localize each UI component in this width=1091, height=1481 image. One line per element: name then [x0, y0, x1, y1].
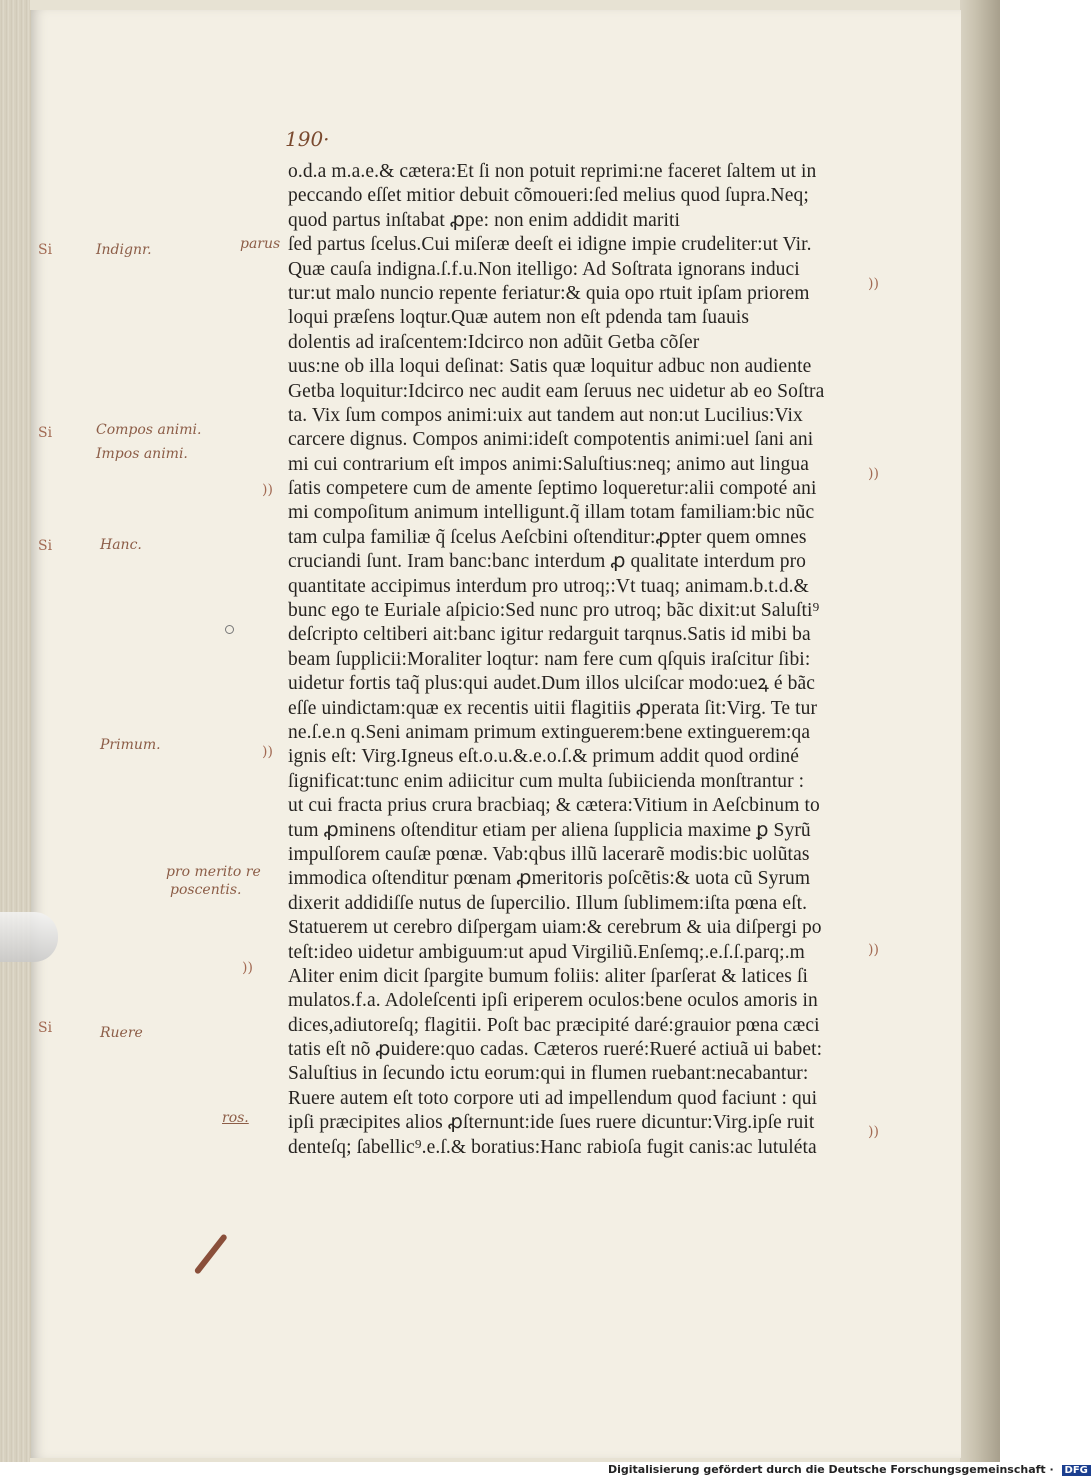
text-line: ta. Vix ſum compos animi:uix aut tandem aut non:ut Lucilius:Vix [288, 404, 803, 426]
digitization-footer [608, 1463, 1091, 1476]
marginal-note-hanc: Hanc. [100, 537, 142, 553]
marginal-note-ros: ros. [222, 1110, 249, 1126]
text-line: teſt:ideo uidetur ambiguum:ut apud Virgiliũ.Enſemq;.e.ſ.ſ.parq;.m [288, 941, 805, 963]
text-line: loqui præſens loqtur.Quæ autem non eſt pdenda tam ſuauis [288, 307, 750, 329]
marginal-note-pro-merito: pro merito re [166, 864, 261, 880]
marginal-note-parus: parus [240, 236, 281, 252]
page-stack-edge-right [960, 0, 1000, 1462]
text-line: immodica oſtenditur pœnam ꝓmeritoris poſcẽtis:& uota cũ Syrum [288, 868, 811, 890]
footer-text: Digitalisierung gefördert durch die Deutsche Forschungsgemeinschaft · [608, 1463, 1054, 1476]
text-line: ſatis competere cum de amente ſeptimo loqueretur:alii compoté ani [288, 478, 817, 500]
text-line: mi compoſitum animum intelligunt.q̃ illam totam familiam:bic nũc [288, 502, 815, 524]
text-line: eſſe uindictam:quæ ex recentis uitii flagitiis ꝓperata ſit:Virg. Te tur [288, 697, 818, 719]
marginal-note-compos: Compos animi. [96, 422, 202, 438]
text-line: tum ꝓminens oſtenditur etiam per aliena ſupplicia maxime ꝑ Syrũ [288, 819, 811, 841]
text-line: mi cui contrarium eſt impos animi:Saluſtius:neq; animo aut lingua [288, 453, 810, 475]
text-line: carcere dignus. Compos animi:ideſt compotentis animi:uel ſani ani [288, 429, 814, 451]
text-line: denteſq; ſabellic⁹.e.ſ.& boratius:Hanc rabioſa fugit canis:ac lutuléta [288, 1136, 817, 1158]
text-line: Aliter enim dicit ſpargite bumum foliis: aliter ſparſerat & latices ſi [288, 965, 808, 987]
text-line: peccando eſſet mitior debuit cõmoueri:ſed melius quod ſupra.Neq; [288, 185, 809, 207]
main-text-block [288, 160, 863, 1160]
text-line: ignis eſt: Virg.Igneus eſt.o.u.&.e.o.ſ.& primum addit quod ordiné [288, 746, 800, 768]
marginal-mark-paren: )) [262, 744, 273, 760]
folio-number: 190· [285, 127, 330, 151]
marginal-mark-si: Si [38, 425, 53, 441]
text-line: ſed partus ſcelus.Cui miſeræ deeſt ei idigne impie crudeliter:ut Vir. [288, 234, 812, 256]
text-line: beam ſupplicii:Moraliter loqtur: nam fere cum qſquis iraſcitur ſibi: [288, 648, 811, 670]
marginal-note-indigne: Indignr. [96, 242, 152, 258]
paper-spot [225, 625, 234, 634]
text-line: ut cui fracta prius crura bracbiaq; & cætera:Vitium in Aeſcbinum to [288, 795, 820, 817]
text-line: ipſi præcipites alios ꝓſternunt:ide ſues ruere dicuntur:Virg.ipſe ruit [288, 1112, 815, 1134]
marginal-mark-si: Si [38, 1020, 53, 1036]
text-line: Quæ cauſa indigna.ſ.f.u.Non itelligo: Ad Soſtrata ignorans induci [288, 258, 800, 280]
text-line: tatis eſt nõ ꝓuidere:quo cadas. Cæteros rueré:Rueré actiuã ui babet: [288, 1039, 823, 1061]
text-line: o.d.a m.a.e.& cætera:Et ſi non potuit reprimi:ne faceret ſaltem ut in [288, 161, 817, 182]
text-line: impulſorem cauſæ pœnæ. Vab:qbus illũ lacerarẽ modis:bic uolũtas [288, 843, 810, 865]
text-line: bunc ego te Euriale aſpicio:Sed nunc pro utroq; bãc dixit:ut Saluſti⁹ [288, 600, 820, 622]
text-line: cruciandi ſunt. Iram banc:banc interdum ꝓ qualitate interdum pro [288, 551, 807, 573]
marginal-mark-paren: )) [262, 482, 273, 498]
page-stack-edge-left [0, 0, 30, 1462]
marginal-note-poscentis: poscentis. [170, 882, 242, 898]
marginal-note-impos: Impos animi. [96, 446, 188, 462]
text-line: tam culpa familiæ q̃ ſcelus Aeſcbini oſtenditur:ꝓpter quem omnes [288, 526, 807, 548]
text-line: ſignificat:tunc enim adiicitur cum multa ſubiicienda monſtrantur : [288, 770, 805, 792]
text-line: mulatos.f.a. Adoleſcenti ipſi eriperem oculos:bene oculos amoris in [288, 990, 818, 1012]
marginal-mark-si: Si [38, 538, 53, 554]
marginal-mark-paren: )) [868, 466, 879, 482]
marginal-mark-paren: )) [868, 1124, 879, 1140]
marginal-mark-paren: )) [868, 942, 879, 958]
text-line: uus:ne ob illa loqui deſinat: Satis quæ loquitur adbuc non audiente [288, 356, 812, 378]
marginal-mark-paren: )) [868, 276, 879, 292]
marginal-mark-paren: )) [242, 960, 253, 976]
dfg-logo: DFG [1062, 1465, 1091, 1476]
marginal-note-primum: Primum. [100, 737, 161, 753]
marginal-mark-si: Si [38, 242, 53, 258]
text-line: Getba loquitur:Idcirco nec audit eam ſeruus nec uidetur ab eo Soſtra [288, 380, 825, 402]
text-line: dices,adiutoreſq; flagitii. Poſt bac præcipité daré:grauior pœna cæci [288, 1014, 820, 1036]
text-line: deſcripto celtiberi ait:banc igitur redarguit tarqnus.Satis id mibi ba [288, 624, 811, 646]
text-line: quantitate accipimus interdum pro utroq;:Vt tuaq; animam.b.t.d.& [288, 575, 809, 597]
text-line: tur:ut malo nuncio repente feriatur:& quia opo rtuit ipſam priorem [288, 282, 810, 304]
text-line: Saluſtius in ſecundo ictu eorum:qui in flumen ruebant:necabantur: [288, 1063, 809, 1085]
text-line: Ruere autem eſt toto corpore uti ad impellendum quod faciunt : qui [288, 1087, 818, 1109]
text-line: quod partus inſtabat ꝓpe: non enim addidit mariti [288, 209, 681, 231]
text-line: dixerit addidiſſe nutus de ſupercilio. Illum ſublimem:iſta pœna eſt. [288, 892, 808, 914]
text-line: uidetur fortis taq̃ plus:qui audet.Dum illos ulciſcar modo:ueꝝ é bãc [288, 673, 816, 695]
text-line: Statuerem ut cerebro diſpergam uiam:& cerebrum & uia diſpergi po [288, 917, 822, 939]
page-clip-tab [0, 912, 58, 962]
marginal-note-ruere: Ruere [100, 1025, 143, 1041]
text-line: ne.ſ.e.n q.Seni animam primum extinguerem:bene extinguerem:qa [288, 721, 811, 743]
text-line: dolentis ad iraſcentem:Idcirco non adũit Getba cõſer [288, 331, 700, 353]
